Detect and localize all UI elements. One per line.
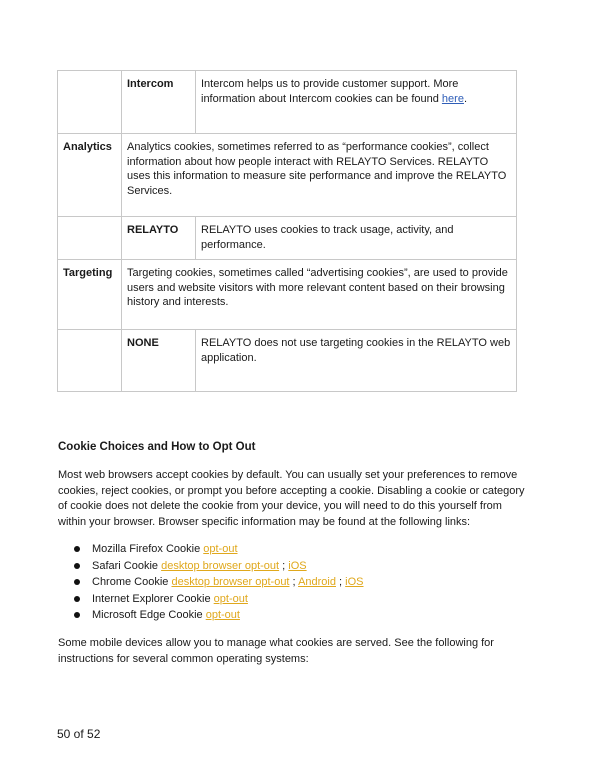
table-row-analytics bbox=[58, 134, 517, 217]
table-row-relayto bbox=[58, 217, 517, 260]
safari-desktop-optout-link[interactable]: desktop browser opt-out bbox=[161, 559, 280, 572]
section-heading: Cookie Choices and How to Opt Out bbox=[58, 441, 256, 453]
list-item-label: Microsoft Edge Cookie bbox=[92, 609, 206, 621]
list-item-label: Mozilla Firefox Cookie bbox=[92, 543, 204, 555]
bullet-icon bbox=[74, 612, 80, 618]
description-cell: RELAYTO does not use targeting cookies in the RELAYTO web application. bbox=[196, 330, 517, 392]
table-row-intercom bbox=[58, 71, 517, 134]
outro-paragraph: Some mobile devices allow you to manage what cookies are served. See the following for instructions for several common operating systems: bbox=[58, 637, 494, 665]
bullet-icon bbox=[74, 579, 80, 585]
table-row-none bbox=[58, 330, 517, 392]
bullet-icon bbox=[74, 596, 80, 602]
ie-optout-link[interactable]: opt-out bbox=[213, 592, 248, 605]
edge-optout-link[interactable]: opt-out bbox=[205, 609, 240, 621]
category-cell: Targeting bbox=[58, 260, 122, 330]
category-cell bbox=[58, 71, 122, 134]
description-cell: Analytics cookies, sometimes referred to as “performance cookies”, collect information about how people interact with RELAYTO Services. RELAYTO uses this information to measure site performance and improve the RELAYTO Services. bbox=[122, 134, 517, 217]
cookie-table bbox=[57, 70, 517, 392]
browser-optout-list bbox=[58, 541, 364, 624]
list-item-ie bbox=[58, 591, 364, 608]
list-item-label: Safari Cookie bbox=[92, 559, 162, 572]
table-row-targeting bbox=[58, 260, 517, 330]
chrome-desktop-optout-link[interactable]: desktop browser opt-out bbox=[171, 576, 290, 588]
list-item-label: Chrome Cookie bbox=[92, 576, 172, 588]
bullet-icon bbox=[74, 546, 80, 552]
description-cell: Targeting cookies, sometimes called “advertising cookies”, are used to provide users and website visitors with more relevant content based on their browsing history and interests. bbox=[122, 260, 517, 330]
cookie-name-cell: Intercom bbox=[122, 71, 196, 134]
chrome-android-link[interactable]: Android bbox=[298, 576, 336, 588]
category-cell: Analytics bbox=[58, 134, 122, 217]
list-item-chrome bbox=[58, 574, 364, 591]
chrome-ios-link[interactable]: iOS bbox=[345, 576, 364, 588]
description-tail: . bbox=[463, 92, 468, 105]
list-item-edge bbox=[58, 607, 364, 624]
cookie-name-cell: RELAYTO bbox=[122, 217, 196, 260]
list-item-label: Internet Explorer Cookie bbox=[92, 592, 214, 605]
bullet-icon bbox=[74, 563, 80, 569]
description-text: Intercom helps us to provide customer support. More information about Intercom cookies can be found bbox=[201, 78, 459, 105]
firefox-optout-link[interactable]: opt-out bbox=[203, 543, 238, 555]
safari-ios-link[interactable]: iOS bbox=[288, 559, 307, 572]
link-separator: ; bbox=[289, 576, 299, 588]
cookie-name-cell: NONE bbox=[122, 330, 196, 392]
link-separator: ; bbox=[279, 559, 289, 572]
description-cell: RELAYTO uses cookies to track usage, activity, and performance. bbox=[196, 217, 517, 260]
link-separator: ; bbox=[335, 576, 346, 588]
description-cell bbox=[196, 71, 517, 134]
list-item-safari bbox=[58, 558, 364, 575]
category-cell bbox=[58, 330, 122, 392]
list-item-firefox bbox=[58, 541, 364, 558]
page-number: 50 of 52 bbox=[57, 727, 101, 741]
intercom-here-link[interactable]: here bbox=[441, 92, 464, 105]
intro-paragraph: Most web browsers accept cookies by default. You can usually set your preferences to remove cookies, reject cookies, or prompt you before accepting a cookie. Disabling a cookie or category of cookie does not delete the cookie from your device, you will need to do this yourself from within your browser. Browser specific information may be found at the following links: bbox=[58, 469, 525, 528]
category-cell bbox=[58, 217, 122, 260]
